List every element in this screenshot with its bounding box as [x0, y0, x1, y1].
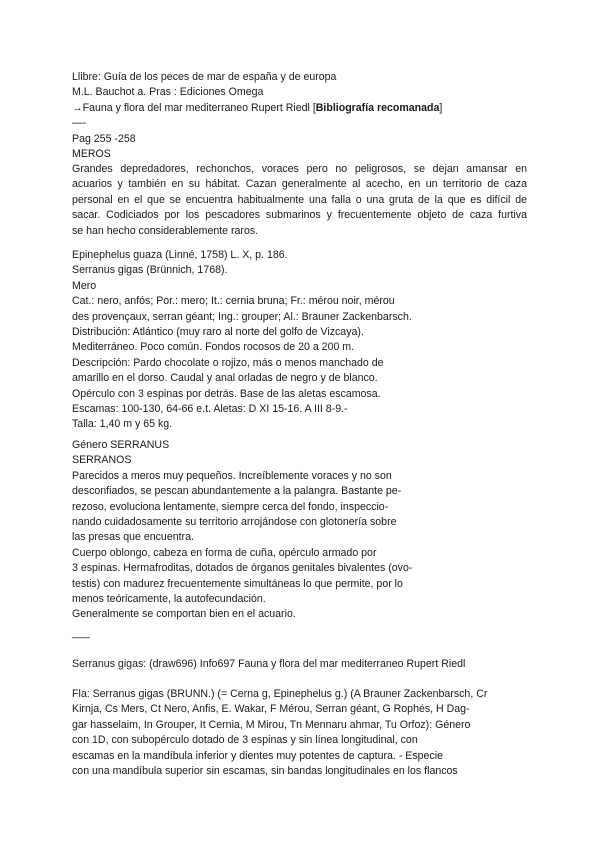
- entry-line: Opérculo con 3 espinas por detrás. Base de las aletas escamosa.: [72, 387, 381, 400]
- entry-line: Distribución: Atlántico (muy raro al norte del golfo de Vizcaya).: [72, 325, 364, 338]
- serranus-entry: [72, 438, 412, 623]
- entry-line: Generalmente se comportan bien en el acuario.: [72, 608, 296, 621]
- entry-line: Kirnja, Cs Mers, Ct Nero, Anfis, E. Wakar, F Mérou, Serran géant, G Rophés, H Dag-: [72, 703, 470, 716]
- entry-line: escamas en la mandíbula inferior y dientes muy potentes de captura. - Especie: [72, 749, 443, 762]
- entry-line: des provençaux, serran géant; Ing.: grouper; Al.: Brauner Zackenbarsch.: [72, 310, 412, 323]
- mero-entry: [72, 248, 412, 433]
- separator-line: ___: [72, 627, 90, 639]
- draw-reference-block: [72, 657, 465, 672]
- entry-line: rezoso, evoluciona lentamente, siempre cerca del fondo, inspeccio-: [72, 500, 389, 513]
- entry-line: gar hasselaim, In Grouper, It Cernia, M Mirou, Tn Mennaru ahmar, Tu Orfoz): Género: [72, 718, 471, 731]
- entry-line: Epinephelus guaza (Linné, 1758) L. X, p. 186.: [72, 249, 288, 261]
- draw-reference-line: Serranus gigas: (draw696) Info697 Fauna y flora del mar mediterraneo Rupert Riedl: [72, 658, 466, 670]
- entry-line: Mero: [72, 279, 97, 292]
- recommended-bibliography: Bibliografía recomanada: [315, 101, 440, 114]
- header-block: [72, 70, 442, 162]
- intro-paragraph: [72, 162, 527, 239]
- entry-line: Fla: Serranus gigas (BRUNN.) (= Cerna g, Epinephelus g.) (A Brauner Zackenbarsch, Cr: [72, 688, 488, 700]
- riedl-prefix: →Fauna y flora del mar mediterraneo Rupert Riedl [: [72, 101, 316, 114]
- separator-line: —-: [72, 117, 87, 130]
- entry-line: Talla: 1,40 m y 65 kg.: [72, 418, 173, 431]
- authors-line: M.L. Bauchot a. Pras : Ediciones Omega: [72, 86, 264, 99]
- entry-line: nando cuidadosamente su territorio arrojándose con glotonería sobre: [72, 515, 397, 528]
- entry-line: Cuerpo oblongo, cabeza en forma de cuña, opérculo armado por: [72, 546, 377, 559]
- paragraph-line: sacar. Codiciados por los pescadores submarinos y frecuentemente objeto de caza furtiva: [72, 209, 527, 222]
- entry-line: Cat.: nero, anfós; Por.: mero; It.: cernia bruna; Fr.: mérou noir, mérou: [72, 295, 395, 308]
- riedl-suffix: ]: [439, 101, 443, 114]
- entry-line: desconfiados, se pescan abundantemente a la palangra. Bastante pe-: [72, 485, 402, 498]
- entry-line: Descripción: Pardo chocolate o rojizo, más o menos manchado de: [72, 356, 384, 369]
- entry-line: las presas que encuentra.: [72, 531, 194, 544]
- paragraph-line: personal en el que se encuentra habitualmente una falla o una gruta de la que es difícil de: [72, 193, 527, 206]
- entry-line: menos teóricamente, la autofecundación.: [72, 592, 266, 605]
- paragraph-line: acuarios y también en su hábitat. Cazan generalmente al acecho, en un territorio de caza: [72, 178, 527, 191]
- fla-entry: [72, 687, 487, 779]
- paragraph-line: Grandes depredadores, rechonchos, voraces pero no peligrosos, se dejan amansar en: [72, 163, 527, 175]
- entry-line: SERRANOS: [72, 454, 132, 467]
- page-range: Pag 255 -258: [72, 132, 136, 145]
- riedl-reference-line: [72, 101, 442, 116]
- entry-line: testis) con madurez frecuentemente simultáneas lo que permite, por lo: [72, 577, 403, 590]
- entry-line: amarillo en el dorso. Caudal y anal orladas de negro y de blanco.: [72, 372, 378, 385]
- entry-line: Serranus gigas (Brünnich, 1768).: [72, 264, 228, 277]
- entry-line: Parecidos a meros muy pequeños. Increíblemente voraces y no son: [72, 469, 392, 482]
- entry-line: 3 espinas. Hermafroditas, dotados de órganos genitales bivalentes (ovo-: [72, 562, 413, 575]
- entry-line: Mediterráneo. Poco común. Fondos rocosos de 20 a 200 m.: [72, 341, 355, 354]
- entry-line: Escamas: 100-130, 64-66 e.t. Aletas: D XI 15-16. A III 8-9.-: [72, 402, 348, 415]
- entry-line: con 1D, con subopérculo dotado de 3 espinas y sin línea longitudinal, con: [72, 734, 418, 747]
- paragraph-line: se han hecho considerablemente raros.: [72, 224, 259, 237]
- entry-line: Género SERRANUS: [72, 439, 170, 451]
- section-heading: MEROS: [72, 147, 111, 160]
- entry-line: con una mandíbula superior sin escamas, sin bandas longitudinales en los flancos: [72, 764, 458, 777]
- separator-2-block: [72, 626, 90, 641]
- book-title-line: Llibre: Guía de los peces de mar de españa y de europa: [72, 71, 337, 83]
